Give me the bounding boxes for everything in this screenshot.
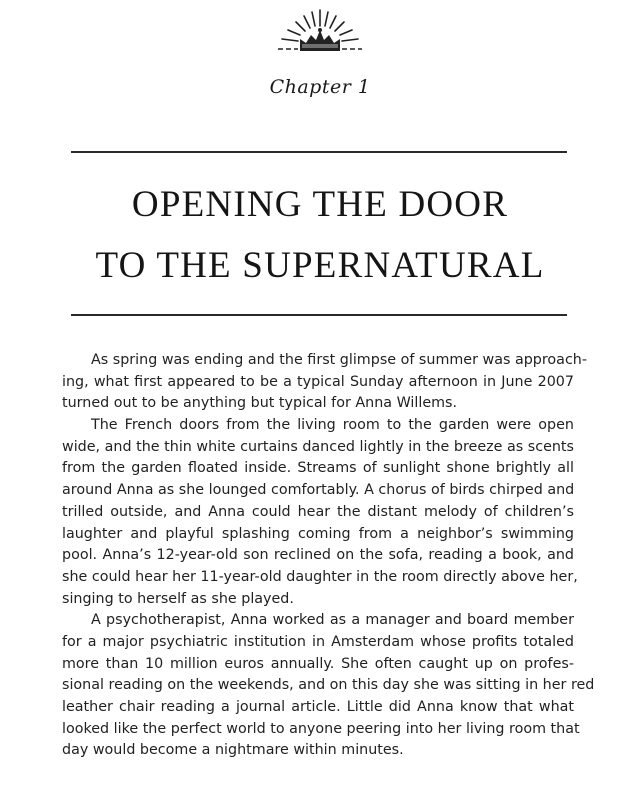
text-line: leather chair reading a journal article. Little did Anna know that what [62, 699, 574, 715]
text-line: more than 10 million euros annually. She often caught up on profes- [62, 655, 574, 672]
text-line: looked like the perfect world to anyone peering into her living room that [62, 720, 580, 737]
crown-with-rays-icon [278, 6, 362, 60]
text-line: turned out to be anything but typical for Anna Willems. [62, 395, 458, 412]
chapter-body [62, 350, 595, 762]
text-line: laughter and playful splashing coming from a neighbor’s swimming [62, 525, 574, 542]
chapter-title-line-1: OPENING THE DOOR [131, 184, 509, 225]
chapter-label: Chapter 1 [269, 76, 371, 98]
text-line: she could hear her 11-year-old daughter in the room directly above her, [62, 568, 578, 585]
text-line: sional reading on the weekends, and on this day she was sitting in her red [62, 677, 595, 694]
text-line: A psychotherapist, Anna worked as a manager and board member [91, 612, 574, 629]
paragraph [62, 350, 588, 415]
paragraph [62, 610, 595, 762]
text-line: from the garden floated inside. Streams of sunlight shone brightly all [62, 460, 574, 477]
title-rule-top [71, 151, 567, 153]
text-line: for a major psychiatric institution in Amsterdam whose profits totaled [62, 633, 574, 650]
chapter-title-line-2: TO THE SUPERNATURAL [95, 245, 545, 286]
text-line: As spring was ending and the first glimpse of summer was approach- [91, 352, 588, 368]
text-line: day would become a nightmare within minutes. [62, 742, 404, 759]
text-line: trilled outside, and Anna could hear the distant melody of children’s [62, 503, 574, 520]
text-line: around Anna as she lounged comfortably. A chorus of birds chirped and [62, 482, 575, 499]
title-rule-bottom [71, 314, 567, 316]
paragraph [62, 415, 578, 610]
chapter-ornament [278, 6, 362, 60]
text-line: ing, what first appeared to be a typical Sunday afternoon in June 2007 [62, 373, 574, 390]
text-line: singing to herself as she played. [62, 590, 294, 607]
text-line: wide, and the thin white curtains danced lightly in the breeze as scents [62, 438, 574, 455]
text-line: The French doors from the living room to the garden were open [91, 417, 574, 434]
text-line: pool. Anna’s 12-year-old son reclined on the sofa, reading a book, and [62, 547, 574, 564]
